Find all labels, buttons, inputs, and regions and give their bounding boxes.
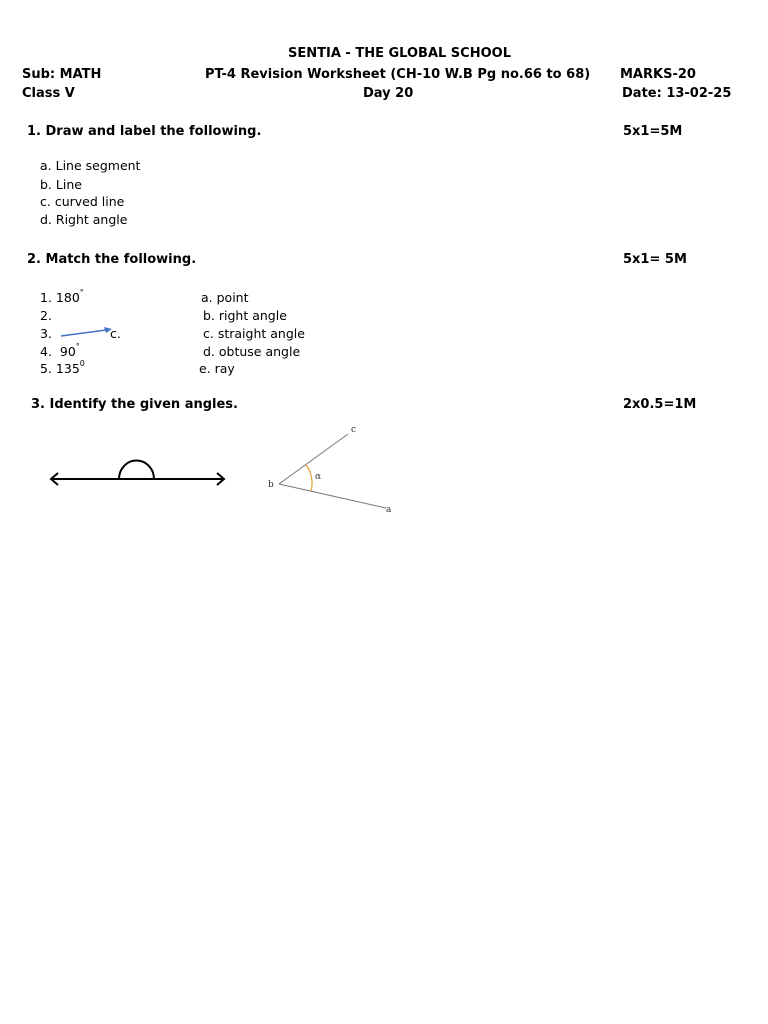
- match-right-item: b. right angle: [203, 308, 287, 323]
- match-left-value: 180: [55, 290, 80, 305]
- match-left-value: 90: [59, 344, 76, 359]
- match-left-number: 3.: [40, 326, 52, 341]
- match-left-number: 4.: [40, 344, 52, 359]
- q2-marks: 5x1= 5M: [623, 252, 687, 267]
- match-right-item: a. point: [201, 290, 249, 305]
- match-left-item: [40, 361, 85, 376]
- q1-title: 1. Draw and label the following.: [27, 124, 262, 139]
- match-right-item: e. ray: [199, 361, 235, 376]
- straight-angle-figure: [48, 455, 228, 487]
- q2-title: 2. Match the following.: [27, 252, 197, 267]
- acute-angle-figure: [262, 420, 402, 520]
- match-left-number: 5.: [40, 361, 52, 376]
- upper-ray-label: c: [351, 425, 357, 435]
- q3-marks: 2x0.5=1M: [623, 397, 697, 412]
- match-left-number: 2.: [40, 308, 52, 323]
- date-label: Date: 13-02-25: [622, 86, 732, 101]
- vertex-label: b: [268, 480, 274, 490]
- degree-symbol: °: [79, 288, 84, 297]
- q1-item: b. Line: [40, 177, 82, 192]
- match-left-value: 135: [55, 361, 80, 376]
- total-marks: MARKS-20: [620, 67, 696, 82]
- day-label: Day 20: [363, 86, 414, 101]
- match-right-item: c. straight angle: [203, 326, 305, 341]
- subject: Sub: MATH: [22, 67, 102, 82]
- match-right-item: d. obtuse angle: [203, 344, 301, 359]
- q1-marks: 5x1=5M: [623, 124, 683, 139]
- match-left-item: [40, 290, 84, 305]
- angle-symbol: α: [315, 472, 322, 482]
- q3-title: 3. Identify the given angles.: [31, 397, 238, 412]
- match-left-item: [40, 344, 80, 359]
- match-left-item: [40, 326, 52, 341]
- worksheet-title: PT-4 Revision Worksheet (CH-10 W.B Pg no.66 to 68): [205, 67, 591, 82]
- ray-label: c.: [110, 326, 121, 341]
- class-label: Class V: [22, 86, 75, 101]
- match-left-number: 1.: [40, 290, 52, 305]
- degree-symbol: 0: [79, 359, 85, 368]
- lower-ray-label: a: [386, 505, 392, 515]
- q1-item: c. curved line: [40, 194, 125, 209]
- q1-item: a. Line segment: [40, 158, 141, 173]
- match-left-item: [40, 308, 52, 323]
- q1-item: d. Right angle: [40, 212, 128, 227]
- degree-symbol: °: [75, 342, 80, 351]
- school-name: SENTIA - THE GLOBAL SCHOOL: [288, 46, 511, 61]
